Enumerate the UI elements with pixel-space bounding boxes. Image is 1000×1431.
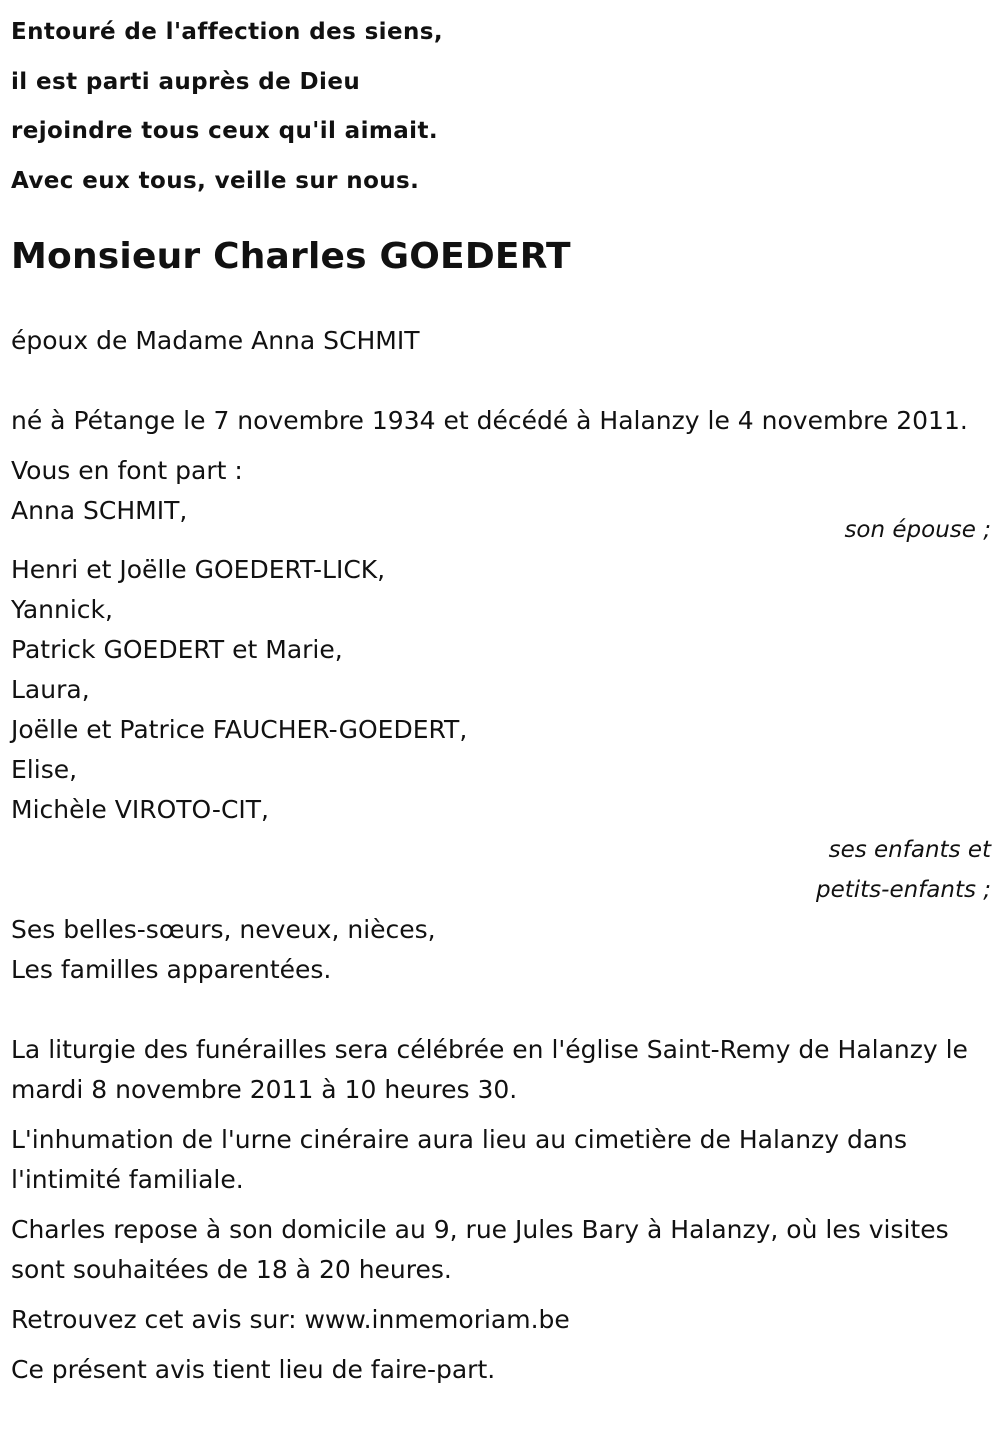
deceased-name: Monsieur Charles GOEDERT bbox=[11, 236, 571, 277]
announcement-intro: Vous en font part : bbox=[11, 456, 243, 485]
family-member: Elise, bbox=[11, 755, 78, 784]
website-line: Retrouvez cet avis sur: www.inmemoriam.be bbox=[11, 1305, 570, 1334]
family-member: Henri et Joëlle GOEDERT-LICK, bbox=[11, 555, 386, 584]
poem-line: Entouré de l'affection des siens, bbox=[11, 19, 443, 45]
faire-part-line: Ce présent avis tient lieu de faire-part. bbox=[11, 1355, 496, 1384]
spouse-role: son épouse ; bbox=[844, 517, 991, 543]
poem bbox=[11, 8, 991, 206]
poem-line: Avec eux tous, veille sur nous. bbox=[11, 167, 420, 194]
others-line: Ses belles-sœurs, neveux, nièces, bbox=[11, 915, 436, 944]
funeral-details: La liturgie des funérailles sera célébrée en l'église Saint-Remy de Halanzy le mardi 8 novembre 2011 à 10 heures 30. bbox=[11, 1035, 968, 1104]
others-group bbox=[11, 910, 991, 990]
family-member: Yannick, bbox=[11, 595, 113, 624]
children-role-wrap bbox=[791, 830, 991, 910]
children-group bbox=[11, 550, 991, 910]
poem-line: rejoindre tous ceux qu'il aimait. bbox=[11, 118, 438, 144]
family-member: Patrick GOEDERT et Marie, bbox=[11, 635, 343, 664]
spouse-line: époux de Madame Anna SCHMIT bbox=[11, 326, 420, 355]
poem-line: il est parti auprès de Dieu bbox=[11, 68, 361, 95]
family-member: Anna SCHMIT, bbox=[11, 496, 188, 525]
others-line: Les familles apparentées. bbox=[11, 955, 332, 984]
obituary-notice bbox=[11, 0, 991, 1390]
family-member: Joëlle et Patrice FAUCHER-GOEDERT, bbox=[11, 715, 468, 744]
visitation-details: Charles repose à son domicile au 9, rue Jules Bary à Halanzy, où les visites sont souhaitées de 18 à 20 heures. bbox=[11, 1215, 949, 1284]
spouse-group bbox=[11, 491, 991, 550]
burial-details: L'inhumation de l'urne cinéraire aura lieu au cimetière de Halanzy dans l'intimité familiale. bbox=[11, 1125, 908, 1194]
children-role: ses enfants et petits-enfants ; bbox=[815, 837, 991, 903]
birth-death-line: né à Pétange le 7 novembre 1934 et décédé à Halanzy le 4 novembre 2011. bbox=[11, 406, 968, 435]
family-member: Michèle VIROTO-CIT, bbox=[11, 795, 269, 824]
family-member: Laura, bbox=[11, 675, 90, 704]
